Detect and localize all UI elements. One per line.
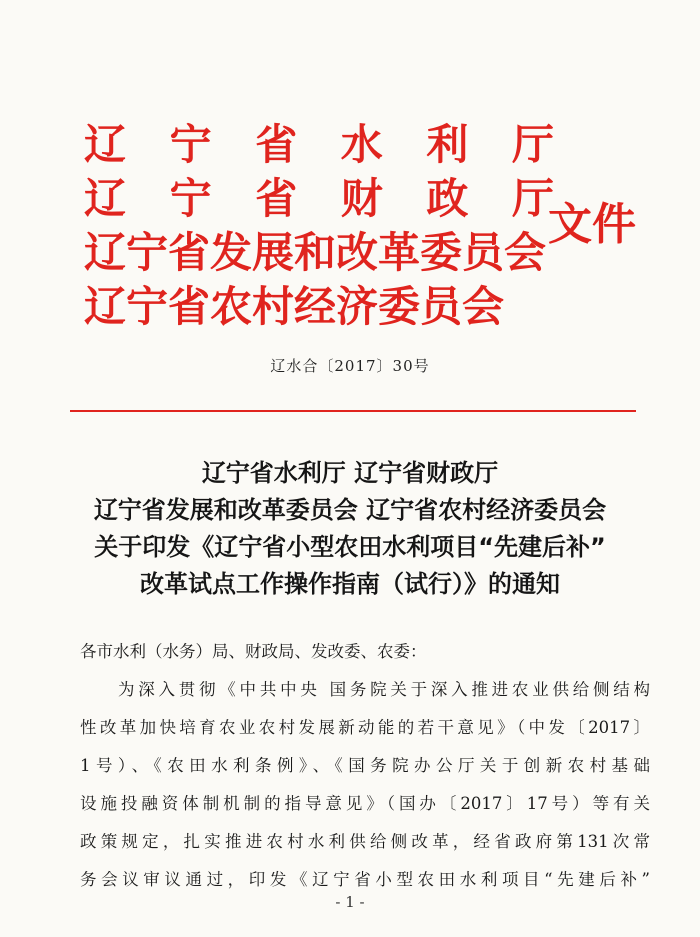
title-line: 辽宁省发展和改革委员会 辽宁省农村经济委员会 [93, 496, 607, 524]
org-char: 辽 [84, 120, 127, 169]
org-line-water-resources [84, 118, 554, 172]
title-line: 关于印发《辽宁省小型农田水利项目“先建后补” [94, 533, 606, 561]
org-line-rural-economy [84, 280, 554, 334]
paragraph-line: 1号）、《农田水利条例》、《国务院办公厅关于创新农村基础 [80, 756, 650, 775]
org-char: 政 [426, 174, 469, 223]
org-name: 辽宁省农村经济委员会 [84, 282, 505, 331]
org-char: 厅 [511, 174, 554, 223]
document-number: 辽水合〔2017〕30号 [270, 357, 430, 375]
paragraph-line: 设施投融资体制机制的指导意见》（国办〔2017〕17号）等有关 [80, 794, 650, 813]
issuing-organizations [84, 118, 554, 334]
document-body [80, 633, 650, 899]
org-char: 省 [255, 174, 298, 223]
org-char: 利 [426, 120, 469, 169]
org-char: 省 [255, 120, 298, 169]
org-char: 宁 [169, 120, 212, 169]
document-title [40, 455, 660, 603]
org-char: 财 [340, 174, 383, 223]
salutation: 各市水利（水务）局、财政局、发改委、农委： [80, 642, 427, 661]
document-type-label: 文件 [548, 199, 636, 250]
title-line: 改革试点工作操作指南（试行）》的通知 [140, 570, 560, 598]
org-char: 辽 [84, 174, 127, 223]
org-char: 宁 [169, 174, 212, 223]
paragraph-line: 务会议审议通过，印发《辽宁省小型农田水利项目“先建后补” [80, 870, 650, 889]
org-line-finance [84, 172, 554, 226]
page-number: - 1 - [335, 893, 365, 911]
paragraph-line: 为深入贯彻《中共中央 国务院关于深入推进农业供给侧结构 [118, 680, 650, 699]
org-line-development-reform [84, 226, 554, 280]
org-char: 水 [340, 120, 383, 169]
org-name: 辽宁省发展和改革委员会 [84, 228, 547, 277]
title-line: 辽宁省水利厅 辽宁省财政厅 [201, 459, 499, 487]
paragraph-line: 政策规定，扎实推进农村水利供给侧改革，经省政府第131次常 [80, 832, 650, 851]
org-char: 厅 [511, 120, 554, 169]
red-divider-line [70, 410, 636, 412]
paragraph-line: 性改革加快培育农业农村发展新动能的若干意见》（中发〔2017〕 [80, 718, 650, 737]
